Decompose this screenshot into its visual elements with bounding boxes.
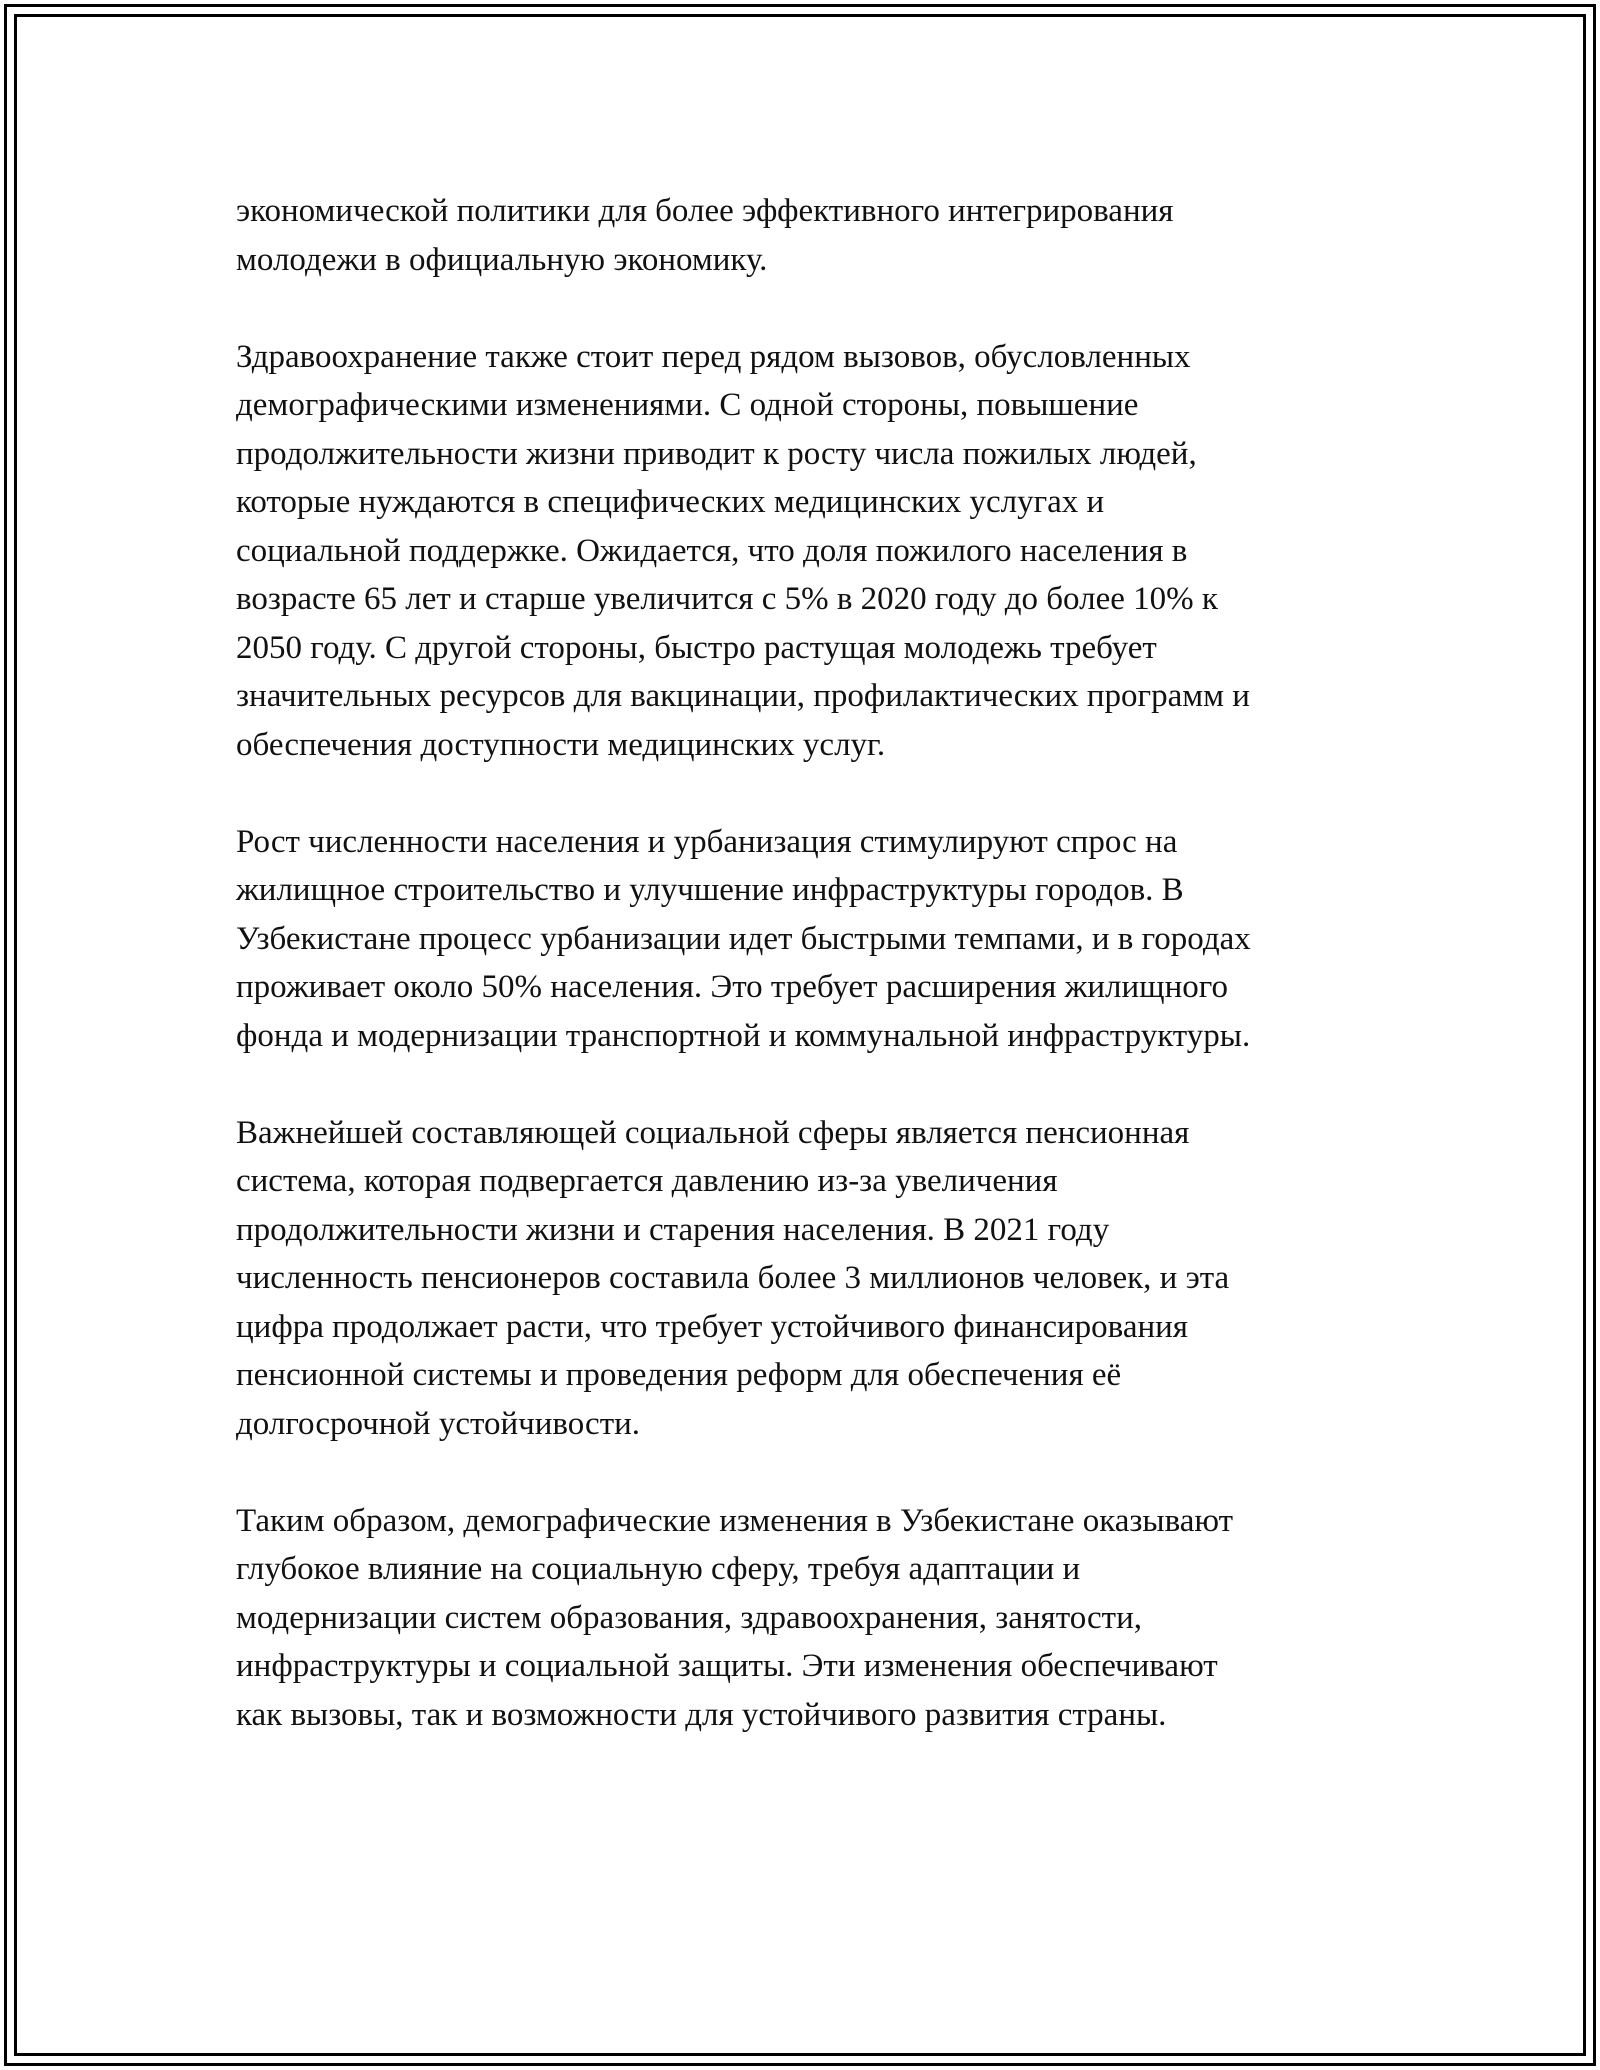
text-line: Узбекистане процесс урбанизации идет быстрыми темпами, и в городах — [236, 920, 1251, 957]
text-line: долгосрочной устойчивости. — [236, 1405, 641, 1442]
text-line: система, которая подвергается давлению из-за увеличения — [236, 1163, 1058, 1199]
text-line: фонда и модернизации транспортной и коммунальной инфраструктуры. — [236, 1017, 1251, 1054]
text-line: жилищное строительство и улучшение инфраструктуры городов. В — [236, 872, 1184, 908]
text-line: численность пенсионеров составила более 3 миллионов человек, и эта — [236, 1260, 1230, 1296]
text-line: молодежи в официальную экономику. — [236, 241, 768, 278]
text-line: модернизации систем образования, здравоохранения, занятости, — [236, 1599, 1143, 1636]
text-line: 2050 году. С другой стороны, быстро растущая молодежь требует — [236, 629, 1157, 666]
text-line: возрасте 65 лет и старше увеличится с 5% в 2020 году до более 10% к — [236, 581, 1218, 617]
text-line: обеспечения доступности медицинских услуг. — [236, 726, 886, 763]
text-line: социальной поддержке. Ожидается, что доля пожилого населения в — [236, 532, 1188, 569]
text-line: Таким образом, демографические изменения в Узбекистане оказывают — [236, 1502, 1234, 1539]
text-line: проживает около 50% населения. Это требует расширения жилищного — [236, 969, 1228, 1005]
paragraph — [236, 818, 1416, 1061]
text-line: пенсионной системы и проведения реформ для обеспечения её — [236, 1357, 1122, 1393]
text-line: Важнейшей составляющей социальной сферы является пенсионная — [236, 1114, 1190, 1151]
document-body — [236, 187, 1416, 1788]
text-line: продолжительности жизни приводит к росту числа пожилых людей, — [236, 435, 1197, 472]
text-line: инфраструктуры и социальной защиты. Эти изменения обеспечивают — [236, 1648, 1218, 1684]
paragraph — [236, 187, 1416, 284]
text-line: значительных ресурсов для вакцинации, профилактических программ и — [236, 678, 1250, 714]
text-line: глубокое влияние на социальную сферу, требуя адаптации и — [236, 1551, 1081, 1587]
text-line: как вызовы, так и возможности для устойчивого развития страны. — [236, 1696, 1167, 1733]
text-line: Здравоохранение также стоит перед рядом вызовов, обусловленных — [236, 338, 1191, 375]
paragraph — [236, 333, 1416, 770]
paragraph — [236, 1109, 1416, 1449]
text-line: цифра продолжает расти, что требует устойчивого финансирования — [236, 1308, 1188, 1345]
text-line: продолжительности жизни и старения населения. В 2021 году — [236, 1211, 1110, 1248]
text-line: которые нуждаются в специфических медицинских услугах и — [236, 484, 1105, 520]
text-line: демографическими изменениями. С одной стороны, повышение — [236, 387, 1139, 423]
paragraph — [236, 1497, 1416, 1740]
text-line: экономической политики для более эффективного интегрирования — [236, 193, 1174, 229]
text-line: Рост численности населения и урбанизация стимулируют спрос на — [236, 823, 1178, 860]
